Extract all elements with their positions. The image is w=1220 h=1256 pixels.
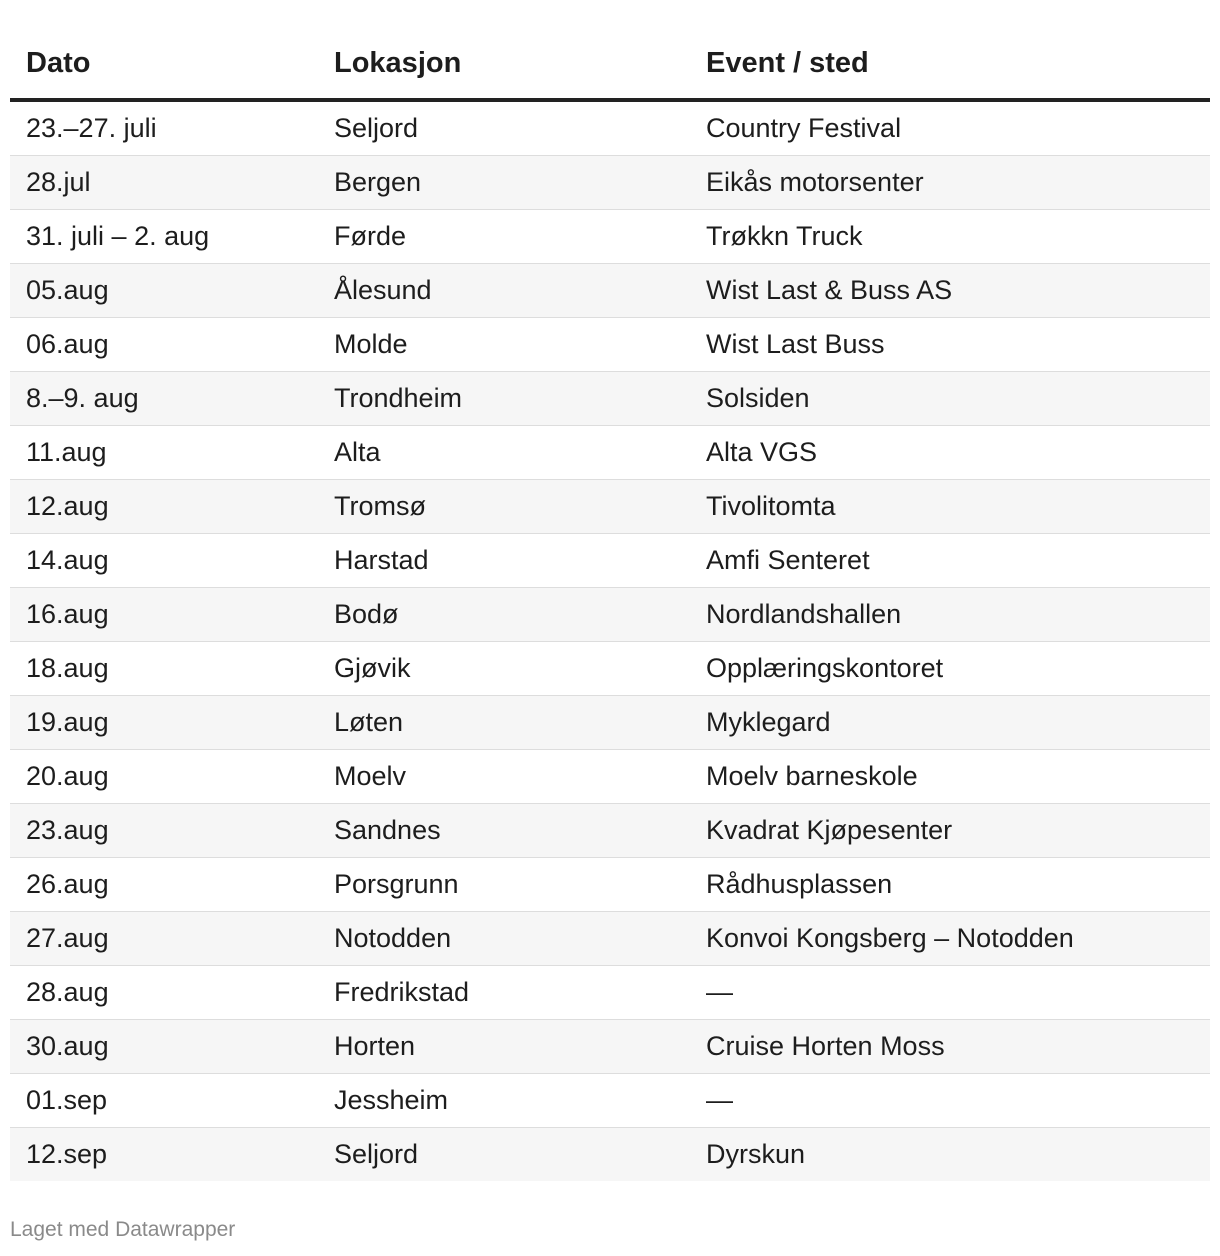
header-event[interactable]: Event / sted	[690, 28, 1210, 100]
cell-event: Tivolitomta	[690, 480, 1210, 534]
cell-event: Myklegard	[690, 696, 1210, 750]
cell-dato: 27.aug	[10, 912, 318, 966]
cell-dato: 18.aug	[10, 642, 318, 696]
cell-lokasjon: Molde	[318, 318, 690, 372]
table-row	[10, 642, 1210, 696]
cell-dato: 20.aug	[10, 750, 318, 804]
cell-lokasjon: Fredrikstad	[318, 966, 690, 1020]
table-row	[10, 156, 1210, 210]
table-row	[10, 966, 1210, 1020]
cell-lokasjon: Seljord	[318, 1128, 690, 1182]
table-row	[10, 858, 1210, 912]
cell-dato: 8.–9. aug	[10, 372, 318, 426]
cell-lokasjon: Jessheim	[318, 1074, 690, 1128]
cell-dato: 30.aug	[10, 1020, 318, 1074]
cell-lokasjon: Bodø	[318, 588, 690, 642]
table-row	[10, 1074, 1210, 1128]
cell-event: Wist Last & Buss AS	[690, 264, 1210, 318]
cell-lokasjon: Gjøvik	[318, 642, 690, 696]
table-row	[10, 1128, 1210, 1182]
table-row	[10, 750, 1210, 804]
cell-lokasjon: Sandnes	[318, 804, 690, 858]
table-row	[10, 210, 1210, 264]
cell-dato: 05.aug	[10, 264, 318, 318]
cell-dato: 28.jul	[10, 156, 318, 210]
cell-event: Moelv barneskole	[690, 750, 1210, 804]
cell-dato: 01.sep	[10, 1074, 318, 1128]
datawrapper-credit: Laget med Datawrapper	[10, 1218, 236, 1241]
schedule-table	[10, 28, 1210, 1181]
cell-lokasjon: Horten	[318, 1020, 690, 1074]
cell-lokasjon: Løten	[318, 696, 690, 750]
cell-event: Wist Last Buss	[690, 318, 1210, 372]
cell-event: Cruise Horten Moss	[690, 1020, 1210, 1074]
cell-event: Eikås motorsenter	[690, 156, 1210, 210]
cell-event: —	[690, 966, 1210, 1020]
cell-event: Trøkkn Truck	[690, 210, 1210, 264]
cell-event: Alta VGS	[690, 426, 1210, 480]
header-dato[interactable]: Dato	[10, 28, 318, 100]
cell-lokasjon: Ålesund	[318, 264, 690, 318]
cell-lokasjon: Bergen	[318, 156, 690, 210]
cell-dato: 23.–27. juli	[10, 100, 318, 156]
table-row	[10, 912, 1210, 966]
cell-lokasjon: Porsgrunn	[318, 858, 690, 912]
table-row	[10, 804, 1210, 858]
cell-dato: 16.aug	[10, 588, 318, 642]
cell-event: Opplæringskontoret	[690, 642, 1210, 696]
table-row	[10, 534, 1210, 588]
cell-dato: 12.aug	[10, 480, 318, 534]
cell-event: Solsiden	[690, 372, 1210, 426]
cell-event: Country Festival	[690, 100, 1210, 156]
cell-event: Dyrskun	[690, 1128, 1210, 1182]
table-row	[10, 426, 1210, 480]
cell-dato: 31. juli – 2. aug	[10, 210, 318, 264]
table-body	[10, 100, 1210, 1181]
table-header	[10, 28, 1210, 100]
schedule-table-container	[10, 28, 1210, 1181]
cell-lokasjon: Harstad	[318, 534, 690, 588]
cell-dato: 11.aug	[10, 426, 318, 480]
table-row	[10, 372, 1210, 426]
cell-lokasjon: Førde	[318, 210, 690, 264]
cell-event: —	[690, 1074, 1210, 1128]
table-row	[10, 100, 1210, 156]
cell-dato: 23.aug	[10, 804, 318, 858]
cell-lokasjon: Tromsø	[318, 480, 690, 534]
cell-lokasjon: Alta	[318, 426, 690, 480]
cell-dato: 14.aug	[10, 534, 318, 588]
table-row	[10, 318, 1210, 372]
cell-lokasjon: Seljord	[318, 100, 690, 156]
header-lokasjon[interactable]: Lokasjon	[318, 28, 690, 100]
table-row	[10, 696, 1210, 750]
cell-dato: 19.aug	[10, 696, 318, 750]
cell-event: Konvoi Kongsberg – Notodden	[690, 912, 1210, 966]
cell-event: Amfi Senteret	[690, 534, 1210, 588]
cell-lokasjon: Moelv	[318, 750, 690, 804]
table-row	[10, 588, 1210, 642]
cell-dato: 28.aug	[10, 966, 318, 1020]
cell-dato: 06.aug	[10, 318, 318, 372]
cell-event: Rådhusplassen	[690, 858, 1210, 912]
cell-event: Kvadrat Kjøpesenter	[690, 804, 1210, 858]
header-row	[10, 28, 1210, 100]
cell-lokasjon: Trondheim	[318, 372, 690, 426]
table-row	[10, 1020, 1210, 1074]
cell-event: Nordlandshallen	[690, 588, 1210, 642]
cell-dato: 26.aug	[10, 858, 318, 912]
table-row	[10, 264, 1210, 318]
cell-dato: 12.sep	[10, 1128, 318, 1182]
table-row	[10, 480, 1210, 534]
cell-lokasjon: Notodden	[318, 912, 690, 966]
